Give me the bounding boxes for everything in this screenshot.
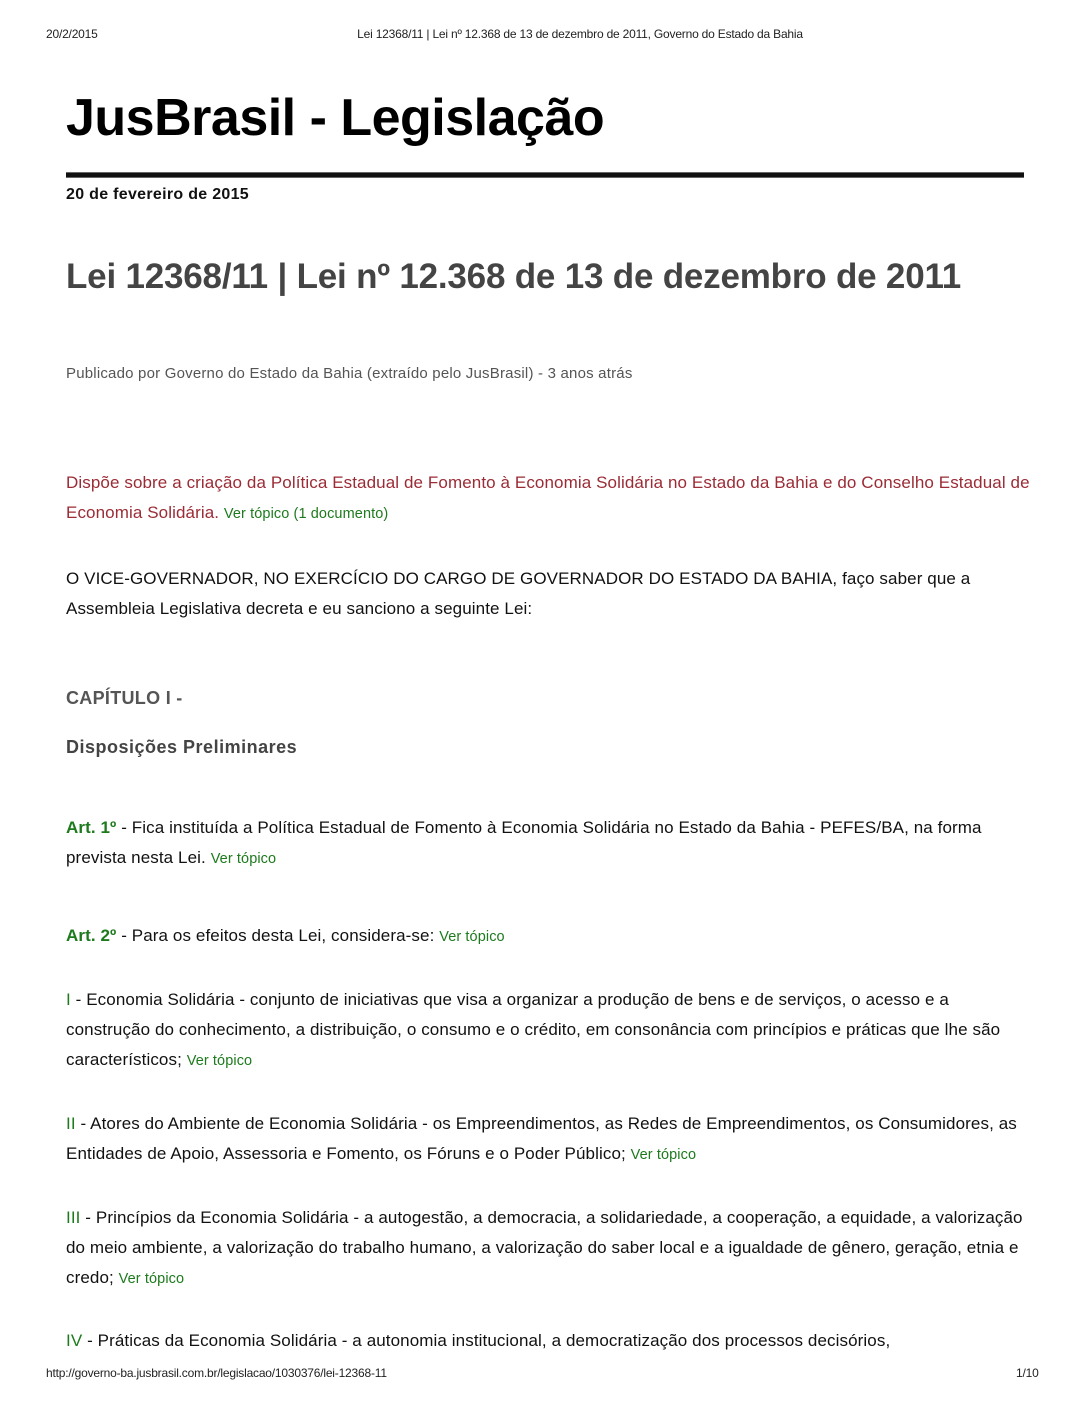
inciso-label[interactable]: I	[66, 990, 71, 1009]
inciso-label[interactable]: II	[66, 1114, 76, 1133]
article-2	[66, 921, 1031, 952]
inciso-1	[66, 985, 1031, 1076]
ver-topico-link[interactable]: Ver tópico	[210, 851, 277, 867]
site-date: 20 de fevereiro de 2015	[66, 186, 250, 203]
inciso-4	[66, 1326, 1031, 1356]
ementa-text: Dispõe sobre a criação da Política Estadual de Fomento à Economia Solidária no Estado da Bahia e do Conselho Estadual de Economia Solidária.	[66, 473, 1030, 522]
inciso-label[interactable]: III	[66, 1208, 81, 1227]
chapter-title: CAPÍTULO I -	[66, 688, 183, 708]
inciso-2	[66, 1109, 1031, 1170]
chapter-subtitle: Disposições Preliminares	[66, 737, 298, 757]
print-header-date: 20/2/2015	[46, 27, 98, 41]
print-header-title: Lei 12368/11 | Lei nº 12.368 de 13 de dezembro de 2011, Governo do Estado da Bahia	[357, 27, 803, 41]
publication-info	[66, 365, 633, 382]
published-prefix: Publicado por	[66, 365, 165, 382]
article-text: - Fica instituída a Política Estadual de Fomento à Economia Solidária no Estado da Bahia - PEFES/BA, na forma prevista nesta Lei.	[66, 818, 982, 867]
ver-topico-link[interactable]: Ver tópico	[186, 1053, 253, 1069]
print-footer-page: 1/10	[1016, 1366, 1039, 1380]
ver-topico-link[interactable]: Ver tópico (1 documento)	[223, 506, 389, 522]
publisher-link[interactable]: Governo do Estado da Bahia	[164, 365, 363, 382]
inciso-text: - Princípios da Economia Solidária - a autogestão, a democracia, a solidariedade, a cooperação, a equidade, a valorização do meio ambiente, a valorização do trabalho humano, a valorização do saber local e a igualdade de gênero, geração, etnia e credo;	[66, 1208, 1023, 1287]
inciso-text: - Atores do Ambiente de Economia Solidária - os Empreendimentos, as Redes de Empreendimentos, os Consumidores, as Entidades de Apoio, Assessoria e Fomento, os Fóruns e o Poder Público;	[66, 1114, 1017, 1163]
article-label[interactable]: Art. 2º	[66, 926, 117, 945]
inciso-label[interactable]: IV	[66, 1331, 83, 1350]
inciso-text: - Economia Solidária - conjunto de iniciativas que visa a organizar a produção de bens e de serviços, o acesso e a construção do conhecimento, a distribuição, o consumo e o crédito, em consonância com princípios e práticas que lhe são característicos;	[66, 990, 1001, 1069]
inciso-text: - Práticas da Economia Solidária - a autonomia institucional, a democratização dos processos decisórios,	[82, 1331, 891, 1350]
ver-topico-link[interactable]: Ver tópico	[630, 1147, 697, 1163]
preamble: O VICE-GOVERNADOR, NO EXERCÍCIO DO CARGO DE GOVERNADOR DO ESTADO DA BAHIA, faço saber que a Assembleia Legislativa decreta e eu sanciono a seguinte Lei:	[66, 569, 971, 618]
article-text: - Para os efeitos desta Lei, considera-se:	[116, 926, 440, 945]
ver-topico-link[interactable]: Ver tópico	[118, 1271, 185, 1287]
site-title: JusBrasil - Legislação	[66, 89, 605, 147]
ver-topico-link[interactable]: Ver tópico	[439, 929, 505, 945]
published-suffix: (extraído pelo JusBrasil) - 3 anos atrás	[362, 365, 633, 382]
inciso-3	[66, 1203, 1031, 1294]
law-title: Lei 12368/11 | Lei nº 12.368 de 13 de dezembro de 2011	[66, 257, 962, 296]
header-rule	[66, 172, 1024, 178]
article-label[interactable]: Art. 1º	[66, 818, 117, 837]
ementa	[66, 468, 1031, 529]
article-1	[66, 813, 1031, 874]
print-footer-url: http://governo-ba.jusbrasil.com.br/legislacao/1030376/lei-12368-11	[46, 1366, 387, 1380]
